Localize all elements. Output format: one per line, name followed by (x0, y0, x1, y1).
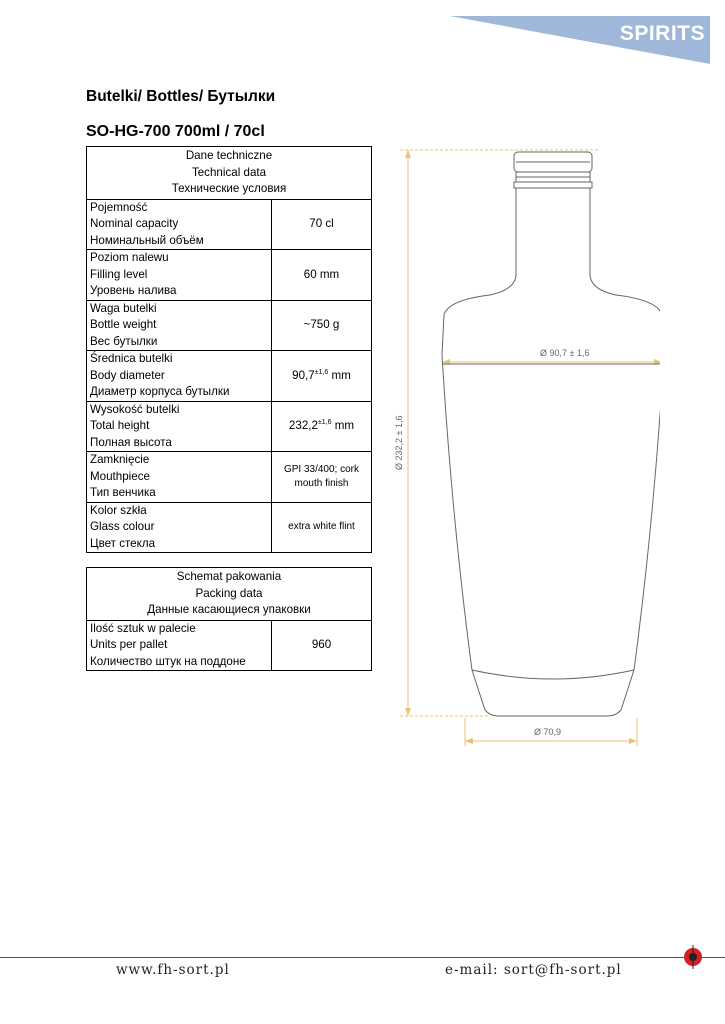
row-value: 960 (272, 620, 372, 671)
bottle-technical-drawing (390, 140, 660, 750)
row-value: ~750 g (272, 300, 372, 351)
table-row-mouthpiece (87, 452, 372, 503)
footer-email-link[interactable]: e-mail: sort@fh-sort.pl (445, 962, 622, 978)
footer-divider (0, 957, 725, 958)
table-row-units-per-pallet (87, 620, 372, 671)
table-row-glass-colour (87, 502, 372, 553)
pin-icon (681, 945, 705, 969)
bottle-outline (442, 152, 660, 716)
row-value: $90,7^{\pm 1,6}$ mm (272, 351, 372, 402)
technical-header: Dane techniczne Technical data Технические условия (87, 147, 372, 200)
row-label: Waga butelki Bottle weight Вес бутылки (87, 300, 272, 351)
table-header-row (87, 147, 372, 200)
row-label: Ilość sztuk w palecie Units per pallet Количество штук на поддоне (87, 620, 272, 671)
row-label: Kolor szkła Glass colour Цвет стекла (87, 502, 272, 553)
technical-data-table (86, 146, 372, 553)
packing-header: Schemat pakowania Packing data Данные касающиеся упаковки (87, 568, 372, 621)
row-label: Wysokość butelki Total height Полная высота (87, 401, 272, 452)
row-label: Średnica butelki Body diameter Диаметр корпуса бутылки (87, 351, 272, 402)
body-diameter-label: Ø 90,7 ± 1,6 (540, 348, 590, 358)
page-heading: Butelki/ Bottles/ Бутылки (86, 88, 276, 105)
table-row-capacity (87, 199, 372, 250)
table-header-row (87, 568, 372, 621)
product-title: SO-HG-700 700ml / 70cl (86, 123, 265, 140)
height-label: Ø 232,2 ± 1,6 (394, 415, 404, 470)
row-label: Poziom nalewu Filling level Уровень налива (87, 250, 272, 301)
banner-title: SPIRITS (619, 22, 705, 45)
table-row-height (87, 401, 372, 452)
footer-website-link[interactable]: www.fh-sort.pl (116, 962, 230, 978)
base-diameter-label: Ø 70,9 (534, 727, 562, 737)
row-value: extra white flint (272, 502, 372, 553)
row-label: Pojemność Nominal capacity Номинальный объём (87, 199, 272, 250)
packing-data-table (86, 567, 372, 671)
row-value: 70 cl (272, 199, 372, 250)
dimension-lines (400, 150, 660, 746)
table-row-weight (87, 300, 372, 351)
table-row-filling-level (87, 250, 372, 301)
row-value: 60 mm (272, 250, 372, 301)
table-row-diameter (87, 351, 372, 402)
row-label: Zamknięcie Mouthpiece Тип венчика (87, 452, 272, 503)
row-value: GPI 33/400; cork mouth finish (272, 452, 372, 503)
row-value: $232,2^{\pm 1,6}$ mm (272, 401, 372, 452)
